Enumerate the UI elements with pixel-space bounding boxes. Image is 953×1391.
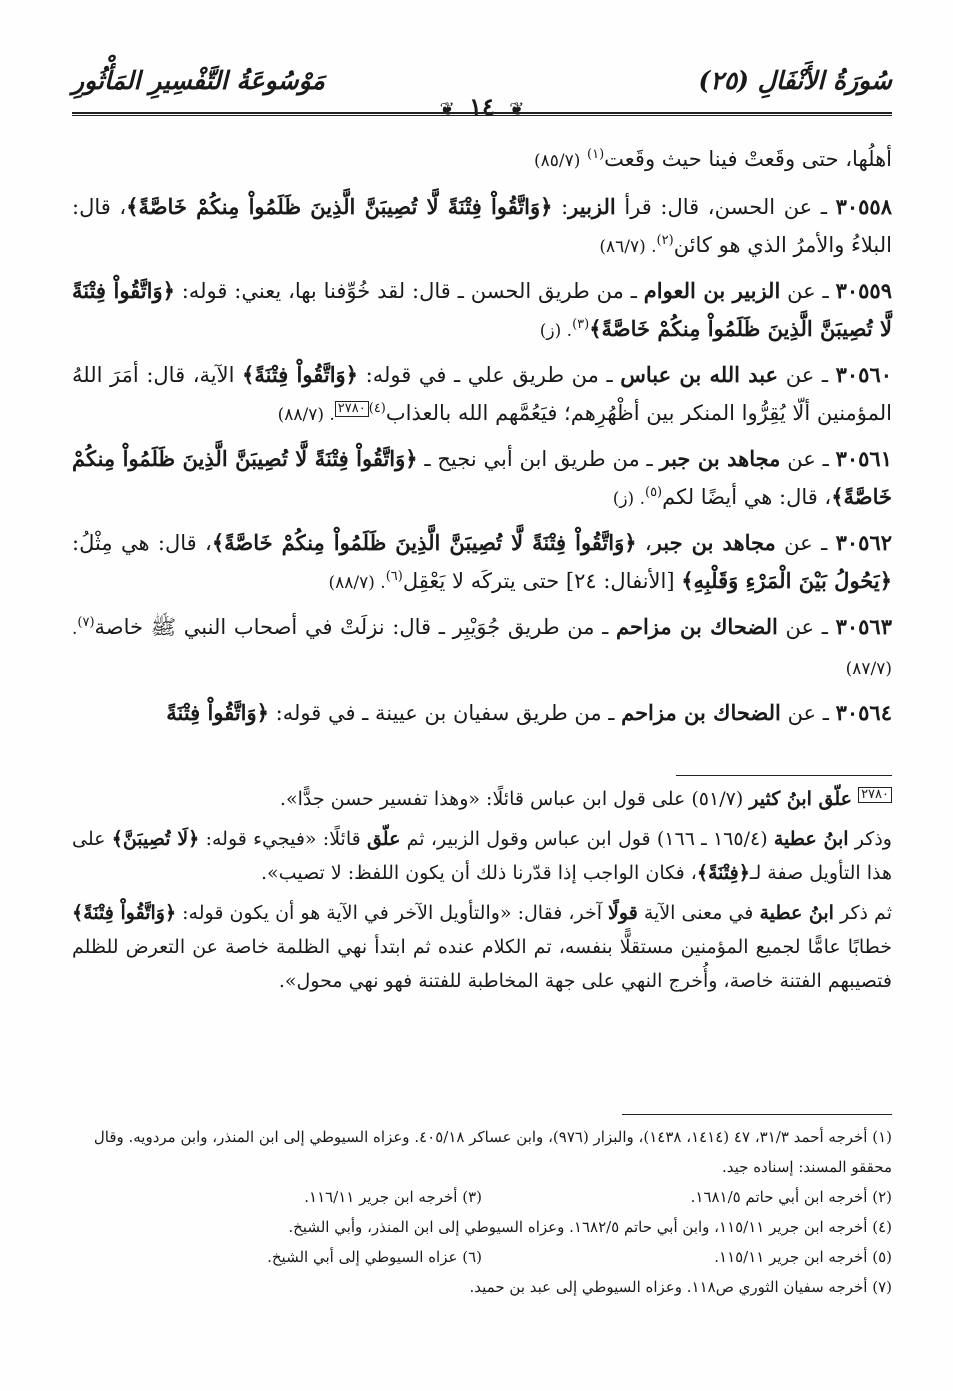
narration-number: ٣٠٥٦٣ bbox=[835, 614, 892, 639]
header-rule bbox=[72, 112, 892, 116]
ornament-icon: ❦ bbox=[439, 99, 455, 120]
page-number-block bbox=[434, 92, 531, 121]
emphasis-word: قولًا bbox=[608, 902, 638, 924]
commentary-paragraph: ٢٧٨٠ علّق ابنُ كثير (٥١/٧) على قول ابن عباس قائلًا: «وهذا تفسير حسن جدًّا». bbox=[72, 782, 892, 816]
footnotes bbox=[72, 1122, 892, 1302]
narration-number: ٣٠٥٥٩ bbox=[835, 278, 892, 303]
narrator-name: مجاهد بن جبر bbox=[651, 530, 776, 555]
volume-reference: . (٨٨/٧) bbox=[328, 573, 386, 593]
paragraph-continued: أهلُها، حتى وقَعتْ فينا حيث وقَعت$^{(١)}$ (٨٥/٧) bbox=[533, 147, 892, 171]
footnotes-rule bbox=[622, 1114, 892, 1115]
footnote-7: (٧) أخرجه سفيان الثوري ص١١٨. وعزاه السيوطي إلى عبد بن حميد. bbox=[469, 1278, 892, 1296]
narration-number: ٣٠٥٦٢ bbox=[835, 530, 893, 555]
narration-30563: ٣٠٥٦٣ ـ عن الضحاك بن مزاحم ـ من طريق جُوَيْبِر ـ قال: نزلَتْ في أصحاب النبي ﷺ خاصة$^{(٧)}$. (٨٧/٧) bbox=[72, 614, 892, 679]
narrator-name: الزبير bbox=[568, 194, 616, 219]
narration-number: ٣٠٥٦١ bbox=[835, 446, 892, 471]
narration-number: ٣٠٥٦٠ bbox=[835, 362, 893, 387]
quran-verse: ﴿يَحُولُ بَيْنَ الْمَرْءِ وَقَلْبِهِ﴾ bbox=[681, 568, 892, 593]
commentary-link-box[interactable]: ٢٧٨٠ bbox=[335, 401, 369, 417]
footnote-row bbox=[72, 1242, 892, 1272]
emphasis-word: علّق bbox=[366, 828, 401, 850]
footnote-3: (٣) أخرجه ابن جرير ١١٦/١١. bbox=[304, 1188, 482, 1206]
main-text bbox=[72, 140, 892, 738]
volume-reference: . (٨٦/٧) bbox=[599, 237, 657, 257]
scholar-name: ابنُ عطية bbox=[759, 902, 834, 924]
quran-verse: ﴿وَاتَّقُواْ فِتْنَةً لَّا تُصِيبَنَّ الَّذِينَ ظَلَمُواْ مِنكُمْ خَاصَّةً﴾ bbox=[72, 278, 892, 341]
quran-verse: ﴿وَاتَّقُواْ فِتْنَةً﴾ bbox=[242, 362, 358, 387]
narration-number: ٣٠٥٥٨ bbox=[835, 194, 892, 219]
narrator-name: الزبير بن العوام bbox=[643, 278, 781, 303]
commentary-number-box: ٢٧٨٠ bbox=[858, 787, 892, 803]
footnote-marker: (٣) bbox=[572, 317, 590, 332]
narrator-name: الضحاك بن مزاحم bbox=[621, 700, 781, 725]
footnote-marker: (٤) bbox=[368, 401, 386, 416]
narrator-name: مجاهد بن جبر bbox=[659, 446, 781, 471]
commentary-section bbox=[72, 782, 892, 1004]
narration-30562: ٣٠٥٦٢ ـ عن مجاهد بن جبر، ﴿وَاتَّقُواْ فِتْنَةً لَّا تُصِيبَنَّ الَّذِينَ ظَلَمُواْ مِنكُمْ خَاصَّةً﴾، قال: هي مِثْلُ: ﴿يَحُولُ بَيْنَ الْمَرْءِ وَقَلْبِهِ﴾ [الأنفال: ٢٤] حتى يتركَه لا يَعْقِل$^{(٦)}$. (٨٨/٧) bbox=[72, 530, 893, 593]
commentary-rule bbox=[676, 775, 892, 776]
narrator-name: عبد الله بن عباس bbox=[620, 362, 779, 387]
volume-reference: . (٨٨/٧) bbox=[277, 405, 335, 425]
footnote-marker: (٥) bbox=[644, 485, 663, 500]
commentary-paragraph: وذكر ابنُ عطية (١٦٥/٤ ـ ١٦٦) قول ابن عباس وقول الزبير، ثم علّق قائلًا: «فيجيء قوله: ﴿لَا تُصِيبَنَّ﴾ على هذا التأويل صفة لـ﴿فِتْنَةً﴾، فكان الواجب إذا قدّرنا ذلك أن يكون اللفظ: لا تصيب». bbox=[72, 828, 892, 884]
surah-title: سُورَةُ الأَنْفَالِ (٢٥) bbox=[698, 66, 892, 95]
footnote-5: (٥) أخرجه ابن جرير ١١٥/١١. bbox=[714, 1248, 892, 1266]
quran-verse: ﴿لَا تُصِيبَنَّ﴾ bbox=[111, 828, 200, 850]
quran-verse: ﴿وَاتَّقُواْ فِتْنَةً لَّا تُصِيبَنَّ الَّذِينَ ظَلَمُواْ مِنكُمْ خَاصَّةً﴾ bbox=[72, 446, 892, 509]
narration-number: ٣٠٥٦٤ bbox=[835, 700, 892, 725]
page-number: ١٤ bbox=[469, 92, 495, 121]
footnote-marker: (٦) bbox=[385, 569, 403, 584]
quran-verse: ﴿فِتْنَةً﴾ bbox=[696, 862, 750, 884]
volume-reference: (٨٥/٧) bbox=[533, 151, 581, 171]
quran-verse: ﴿وَاتَّقُواْ فِتْنَةً لَّا تُصِيبَنَّ الَّذِينَ ظَلَمُواْ مِنكُمْ خَاصَّةً﴾ bbox=[211, 530, 637, 555]
footnote-6: (٦) عزاه السيوطي إلى أبي الشيخ. bbox=[267, 1248, 482, 1266]
quran-verse: ﴿وَاتَّقُواْ فِتْنَةً لَّا تُصِيبَنَّ الَّذِينَ ظَلَمُواْ مِنكُمْ خَاصَّةً﴾ bbox=[126, 194, 553, 219]
narrator-name: الضحاك بن مزاحم bbox=[616, 614, 778, 639]
narration-30561: ٣٠٥٦١ ـ عن مجاهد بن جبر ـ من طريق ابن أبي نجيح ـ ﴿وَاتَّقُواْ فِتْنَةً لَّا تُصِيبَنَّ الَّذِينَ ظَلَمُواْ مِنكُمْ خَاصَّةً﴾، قال: هي أيضًا لكم$^{(٥)}$. (ز) bbox=[72, 446, 892, 509]
book-title: مَوْسُوعَةُ التَّفْسِيرِ المَأْثُورِ bbox=[72, 66, 325, 95]
narration-30564: ٣٠٥٦٤ ـ عن الضحاك بن مزاحم ـ من طريق سفيان بن عيينة ـ في قوله: ﴿وَاتَّقُواْ فِتْنَةً bbox=[166, 700, 892, 725]
quran-verse: ﴿وَاتَّقُواْ فِتْنَةً bbox=[166, 700, 269, 725]
footnote-marker: (٢) bbox=[656, 233, 674, 248]
scholar-name: ابنُ عطية bbox=[773, 828, 849, 850]
volume-reference: . (ز) bbox=[539, 321, 573, 341]
footnote-2: (٢) أخرجه ابن أبي حاتم ١٦٨١/٥. bbox=[690, 1188, 892, 1206]
volume-reference: . (٨٧/٧) bbox=[72, 619, 892, 679]
footnote-1: (١) أخرجه أحمد ٣١/٣، ٤٧ (١٤١٤، ١٤٣٨)، والبزار (٩٧٦)، وابن عساكر ٤٠٥/١٨. وعزاه السيوطي إلى ابن المنذر، وابن مردويه. وقال محققو المسند: إسناده جيد. bbox=[93, 1128, 892, 1176]
commentary-paragraph: ثم ذكر ابنُ عطية في معنى الآية قولًا آخر، فقال: «والتأويل الآخر في الآية هو أن يكون قوله: ﴿وَاتَّقُواْ فِتْنَةً﴾ خطابًا عامًّا لجميع المؤمنين مستقلًّا بنفسه، تم الكلام عنده ثم ابتدأ نهي الظلمة خاصة عن التعرض للظلم فتصيبهم الفتنة خاصة، وأُخرج النهي على جهة المخاطبة للفتنة فهو نهي محول». bbox=[72, 902, 892, 992]
scholar-name: علّق ابنُ كثير bbox=[749, 788, 853, 810]
footnote-row bbox=[72, 1182, 892, 1212]
footnote-4: (٤) أخرجه ابن جرير ١١٥/١١، وابن أبي حاتم ١٦٨٢/٥. وعزاه السيوطي إلى ابن المنذر، وأبي الشيخ. bbox=[288, 1218, 892, 1236]
running-header bbox=[72, 66, 892, 121]
footnote-marker: (٧) bbox=[77, 615, 95, 630]
volume-reference: . (ز) bbox=[612, 489, 645, 509]
quran-verse: ﴿وَاتَّقُواْ فِتْنَةً﴾ bbox=[72, 902, 177, 924]
footnote-marker: (١) bbox=[587, 147, 605, 162]
narration-30558: ٣٠٥٥٨ ـ عن الحسن، قال: قرأ الزبير: ﴿وَاتَّقُواْ فِتْنَةً لَّا تُصِيبَنَّ الَّذِينَ ظَلَمُواْ مِنكُمْ خَاصَّةً﴾، قال: البلاءُ والأمرُ الذي هو كائن$^{(٢)}$. (٨٦/٧) bbox=[72, 194, 892, 257]
narration-30560: ٣٠٥٦٠ ـ عن عبد الله بن عباس ـ من طريق علي ـ في قوله: ﴿وَاتَّقُواْ فِتْنَةً﴾ الآية، قال: أمَرَ اللهُ المؤمنين ألّا يُقِرُّوا المنكر بين أظْهُرِهم؛ فيَعُمَّهم الله بالعذاب$^{(٤)}$٢٧٨٠. (٨٨/٧) bbox=[72, 362, 893, 425]
narration-30559: ٣٠٥٥٩ ـ عن الزبير بن العوام ـ من طريق الحسن ـ قال: لقد خُوِّفنا بها، يعني: قوله: ﴿وَاتَّقُواْ فِتْنَةً لَّا تُصِيبَنَّ الَّذِينَ ظَلَمُواْ مِنكُمْ خَاصَّةً﴾$^{(٣)}$. (ز) bbox=[72, 278, 892, 341]
ornament-icon: ❦ bbox=[509, 99, 525, 120]
